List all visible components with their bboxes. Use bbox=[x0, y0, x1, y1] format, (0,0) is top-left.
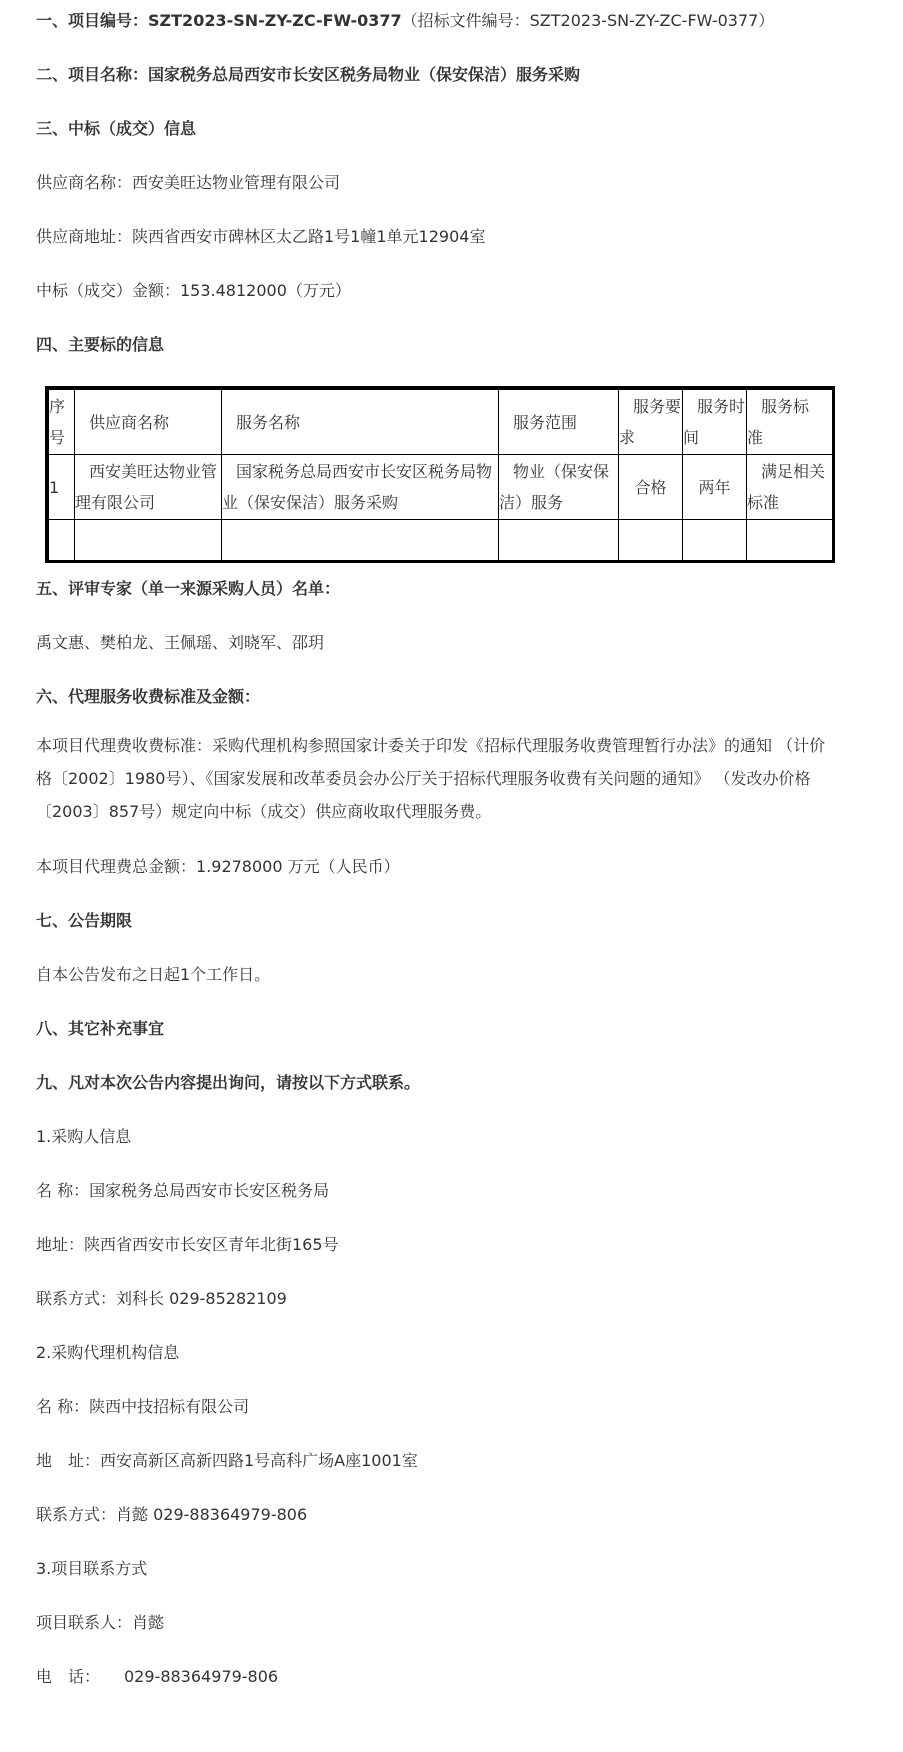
header-standard: 服务标 准 bbox=[747, 390, 833, 455]
header-seq: 序 号 bbox=[49, 390, 75, 455]
cell-supplier: 西安美旺达物业管 理有限公司 bbox=[75, 455, 222, 520]
section-1-heading: 一、项目编号： bbox=[36, 11, 149, 30]
header-supplier: 供应商名称 bbox=[75, 390, 222, 455]
section-8-heading: 八、其它补充事宜 bbox=[36, 1019, 165, 1038]
cell-service-scope: 物业（保安保 洁）服务 bbox=[499, 455, 619, 520]
cell-seq: 1 bbox=[49, 455, 75, 520]
purchaser-name: 名 称：国家税务总局西安市长安区税务局 bbox=[36, 1181, 330, 1200]
agency-contact: 联系方式：肖懿 029-88364979-806 bbox=[36, 1505, 308, 1524]
main-subject-table bbox=[45, 386, 835, 563]
header-requirement: 服务要 求 bbox=[619, 390, 683, 455]
cell-standard: 满足相关 标准 bbox=[747, 455, 833, 520]
cell-service-name: 国家税务总局西安市长安区税务局物 业（保安保洁）服务采购 bbox=[222, 455, 499, 520]
expert-names: 禹文惠、樊柏龙、王佩瑶、刘晓军、邵玥 bbox=[36, 633, 325, 652]
cell-requirement: 合格 bbox=[619, 455, 683, 520]
project-contact-person: 项目联系人：肖懿 bbox=[36, 1613, 165, 1632]
section-4-heading: 四、主要标的信息 bbox=[36, 335, 165, 354]
section-6-heading: 六、代理服务收费标准及金额： bbox=[36, 687, 261, 706]
table-row bbox=[49, 455, 833, 520]
agency-fee-total: 本项目代理费总金额：1.9278000 万元（人民币） bbox=[36, 857, 400, 876]
project-contact-phone: 电 话： 029-88364979-806 bbox=[36, 1667, 279, 1686]
section-3-heading: 三、中标（成交）信息 bbox=[36, 119, 197, 138]
header-time: 服务时 间 bbox=[683, 390, 747, 455]
cell-time: 两年 bbox=[683, 455, 747, 520]
section-9-heading: 九、凡对本次公告内容提出询问，请按以下方式联系。 bbox=[36, 1073, 421, 1092]
table-empty-row bbox=[49, 520, 833, 563]
award-amount: 中标（成交）金额：153.4812000（万元） bbox=[36, 281, 351, 300]
supplier-address: 供应商地址：陕西省西安市碑林区太乙路1号1幢1单元12904室 bbox=[36, 227, 486, 246]
section-1-project-number bbox=[36, 10, 774, 32]
project-number: SZT2023-SN-ZY-ZC-FW-0377 bbox=[148, 11, 402, 30]
section-2-project-name: 二、项目名称：国家税务总局西安市长安区税务局物业（保安保洁）服务采购 bbox=[36, 65, 581, 84]
file-number-note: （招标文件编号：SZT2023-SN-ZY-ZC-FW-0377） bbox=[401, 11, 775, 30]
supplier-name: 供应商名称：西安美旺达物业管理有限公司 bbox=[36, 173, 341, 192]
header-service-scope: 服务范围 bbox=[499, 390, 619, 455]
agency-title: 2.采购代理机构信息 bbox=[36, 1343, 180, 1362]
purchaser-address: 地址：陕西省西安市长安区青年北街165号 bbox=[36, 1235, 339, 1254]
project-contact-title: 3.项目联系方式 bbox=[36, 1559, 148, 1578]
announcement-period: 自本公告发布之日起1个工作日。 bbox=[36, 965, 271, 984]
purchaser-title: 1.采购人信息 bbox=[36, 1127, 132, 1146]
header-service-name: 服务名称 bbox=[222, 390, 499, 455]
purchaser-contact: 联系方式：刘科长 029-85282109 bbox=[36, 1289, 287, 1308]
agency-name: 名 称：陕西中技招标有限公司 bbox=[36, 1397, 250, 1416]
table-header-row bbox=[49, 390, 833, 455]
agency-fee-standard: 本项目代理费收费标准：采购代理机构参照国家计委关于印发《招标代理服务收费管理暂行办法》的通知 （计价 格〔2002〕1980号）、《国家发展和改革委员会办公厅关于招标代理服务收费有关问题的通知》 （发改办价格 〔2003〕857号）规定向中标（成交）供应商收取代理服务费。 bbox=[36, 736, 826, 821]
section-7-heading: 七、公告期限 bbox=[36, 911, 133, 930]
section-5-heading: 五、评审专家（单一来源采购人员）名单： bbox=[36, 579, 341, 598]
agency-address: 地 址：西安高新区高新四路1号高科广场A座1001室 bbox=[36, 1451, 418, 1470]
